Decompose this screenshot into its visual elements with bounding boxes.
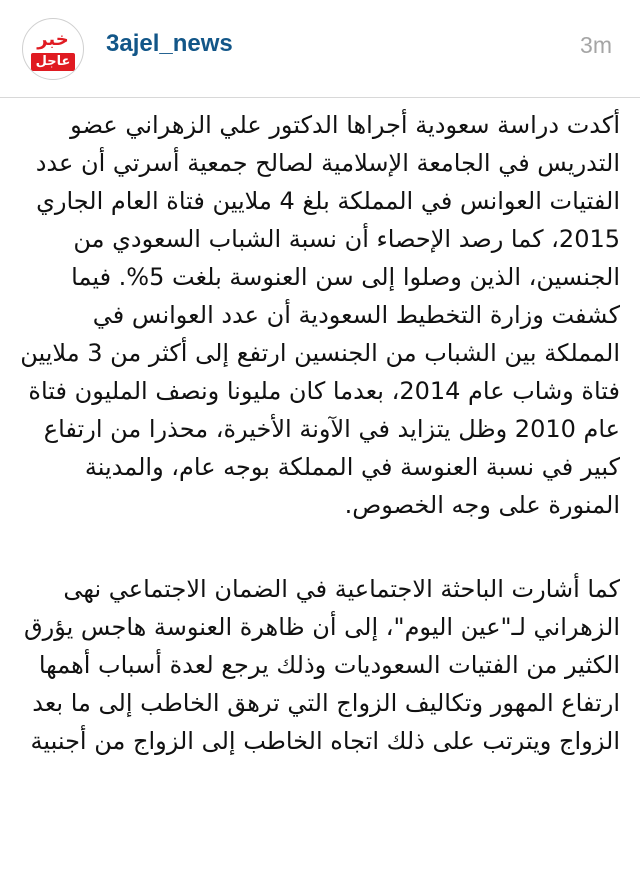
- post-timestamp: 3m: [580, 32, 612, 58]
- avatar-logo-top: خبر: [37, 29, 69, 50]
- caption-paragraph-2: كما أشارت الباحثة الاجتماعية في الضمان الاجتماعي نهى الزهراني لـ"عين اليوم"، إلى أن ظاهرة العنوسة هاجس يؤرق الكثير من الفتيات السعوديات وذلك يرجع لعدة أسباب أهمها ارتفاع المهور وتكاليف الزواج التي ترهق الخاطب إلى ما بعد الزواج ويترتب على ذلك اتجاه الخاطب إلى الزواج من أجنبية: [23, 575, 620, 755]
- post-header: [0, 0, 640, 98]
- caption-paragraph-1: أكدت دراسة سعودية أجراها الدكتور علي الزهراني عضو التدريس في الجامعة الإسلامية لصالح جمعية أسرتي أن عدد الفتيات العوانس في المملكة بلغ 4 ملايين فتاة العام الجاري 2015، كما رصد الإحصاء أن نسبة الشباب السعودي من الجنسين، الذين وصلوا إلى سن العنوسة بلغت 5%. فيما كشفت وزارة التخطيط السعودية أن عدد العوانس في المملكة بين الشباب من الجنسين ارتفع إلى أكثر من 3 ملايين فتاة وشاب عام 2014، بعدما كان مليونا ونصف المليون فتاة عام 2010 وظل يتزايد في الآونة الأخيرة، محذرا من ارتفاع كبير في نسبة العنوسة في المملكة بوجه عام، والمدينة المنورة على وجه الخصوص.: [20, 111, 620, 519]
- avatar[interactable]: [22, 18, 84, 80]
- post-caption: [20, 98, 620, 877]
- avatar-logo-bottom: عاجل: [31, 53, 75, 71]
- username-link[interactable]: 3ajel_news: [106, 30, 233, 57]
